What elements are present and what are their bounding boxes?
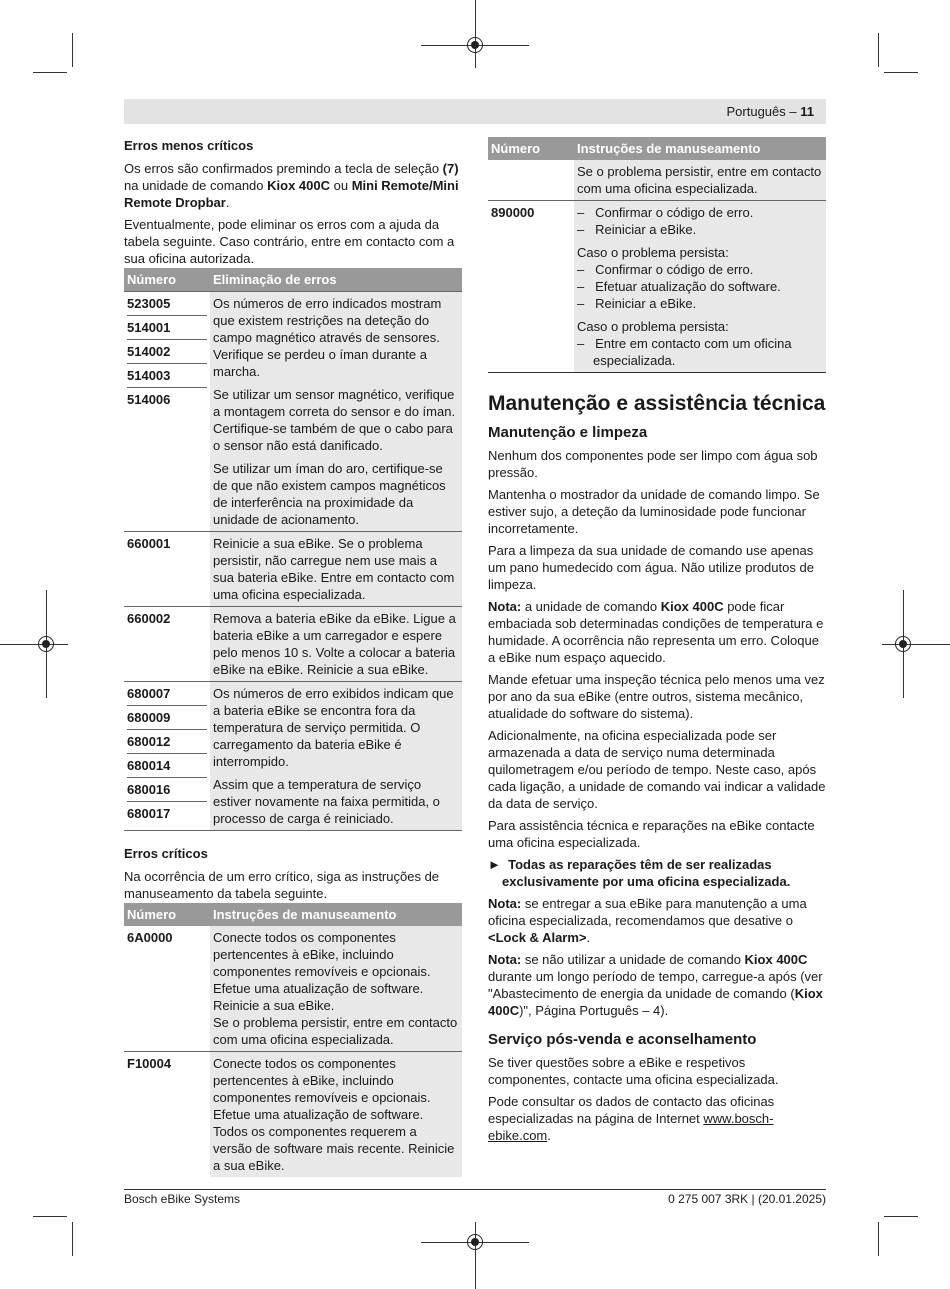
header-separator: – (789, 104, 797, 119)
error-code: 680007 (127, 682, 207, 706)
crop-mark (72, 1222, 73, 1256)
error-code: 680012 (127, 730, 207, 754)
error-code: 890000 (488, 201, 574, 373)
header-band (124, 99, 826, 124)
crop-mark (33, 1216, 67, 1217)
crop-mark (884, 1216, 918, 1217)
error-code: F10004 (124, 1052, 210, 1178)
registration-mark-icon (38, 636, 54, 652)
paragraph: Adicionalmente, na oficina especializada pode ser armazenada a data de serviço numa determinada quilometragem e/ou período de tempo. Neste caso, após cada ligação, a unidade de comando vai indicar a validade da data de serviço. (488, 728, 826, 811)
minor-errors-title: Erros menos críticos (124, 138, 254, 153)
error-code: 514003 (127, 364, 207, 388)
page-header (727, 104, 815, 119)
error-code: 680016 (127, 778, 207, 802)
footer-document-id: 0 275 007 3RK | (20.01.2025) (668, 1192, 826, 1206)
error-code-empty (488, 160, 574, 201)
column-header-number: Número (488, 137, 574, 160)
registration-mark-icon (895, 636, 911, 652)
table-row (124, 607, 462, 682)
crop-mark (878, 1222, 879, 1256)
left-column (124, 137, 462, 1177)
error-code: 6A0000 (127, 930, 173, 945)
table-row (124, 682, 462, 831)
service-title: Serviço pós-venda e aconselhamento (488, 1031, 757, 1048)
error-code: 680009 (127, 706, 207, 730)
critical-errors-paragraph: Na ocorrência de um erro crítico, siga as instruções de manuseamento da tabela seguinte. (124, 869, 440, 901)
error-code: 660002 (124, 607, 210, 682)
error-solution: Reinicie a sua eBike. Se o problema persistir, não carregue nem use mais a sua bateria eBike. Entre em contacto com uma oficina especializada. (210, 532, 462, 607)
header-language: Português (726, 104, 786, 119)
paragraph: Mande efetuar uma inspeção técnica pelo menos uma vez por ano da sua eBike (entre outros, sistema mecânico, atualidade do software do sistema). (488, 672, 825, 721)
crop-mark (884, 72, 918, 73)
table-row (488, 201, 826, 373)
error-code: 680017 (127, 806, 171, 821)
paragraph: Se tiver questões sobre a eBike e respetivos componentes, contacte uma oficina especializada. (488, 1055, 779, 1087)
note-paragraph: Nota: a unidade de comando Kiox 400C pode ficar embaciada sob determinadas condições de temperatura e humidade. A ocorrência não representa um erro. Coloque a eBike num espaço aquecido. (488, 599, 824, 665)
error-solution: Remova a bateria eBike da eBike. Ligue a bateria eBike a um carregador e espere pelo menos 10 s. Volte a colocar a bateria eBike na eBike. Reinicie a sua eBike. (210, 607, 462, 682)
error-solution: Conecte todos os componentes pertencentes à eBike, incluindo componentes removíveis e opcionais. Efetue uma atualização de software. Reinicie a sua eBike. Se o problema persistir, entre em contacto com uma oficina especializada. (210, 926, 462, 1052)
footer-rule (124, 1189, 826, 1190)
page-number: 11 (800, 104, 814, 119)
error-solution: Os números de erro indicados mostram que existem restrições na deteção do campo magnético através de sensores. Verifique se perdeu o íman durante a marcha. Se utilizar um sensor magnético, verifique a montagem correta do sensor e do íman. Certifique-se também de que o cabo para o sensor não está danificado. Se utilizar um íman do aro, certifique-se de que não existem campos magnéticos de interferência na proximidade da unidade de acionamento. (210, 292, 462, 532)
bullet-arrow-icon: ► (488, 857, 501, 872)
error-codes (124, 682, 210, 831)
paragraph: Para assistência técnica e reparações na eBike contacte uma oficina especializada. (488, 818, 815, 850)
error-solution: Os números de erro exibidos indicam que a bateria eBike se encontra fora da temperatura de serviço permitida. O carregamento da bateria eBike é interrompido. Assim que a temperatura de serviço estiver novamente na faixa permitida, o processo de carga é reiniciado. (210, 682, 462, 831)
minor-errors-paragraph: Os erros são confirmados premindo a tecla de seleção (7) na unidade de comando Kiox 400C ou Mini Remote/Mini Remote Dropbar. (124, 161, 459, 210)
error-solution: Se o problema persistir, entre em contacto com uma oficina especializada. (574, 160, 826, 201)
registration-mark-icon (467, 1234, 483, 1250)
registration-mark-icon (467, 37, 483, 53)
error-solution: Conecte todos os componentes pertencentes à eBike, incluindo componentes removíveis e opcionais. Efetue uma atualização de software. Todos os componentes requerem a versão de software mais recente. Reinicie a sua eBike. (210, 1052, 462, 1178)
table-row (124, 1052, 462, 1178)
footer-company: Bosch eBike Systems (124, 1192, 241, 1206)
error-code: 680014 (127, 754, 207, 778)
error-code: 514002 (127, 340, 207, 364)
warning-bullet: ► Todas as reparações têm de ser realizadas exclusivamente por uma oficina especializada. (488, 857, 791, 889)
error-code: 514006 (127, 392, 171, 407)
error-codes (124, 292, 210, 532)
minor-errors-paragraph-2: Eventualmente, pode eliminar os erros com a ajuda da tabela seguinte. Caso contrário, entre em contacto com a sua oficina autorizada. (124, 217, 455, 266)
error-code: 514001 (127, 316, 207, 340)
error-code: 523005 (127, 292, 207, 316)
cleaning-title: Manutenção e limpeza (488, 424, 648, 441)
note-paragraph: Nota: se não utilizar a unidade de comando Kiox 400C durante um longo período de tempo, carregue-a após (ver "Abastecimento de energia da unidade de comando (Kiox 400C)", Página Português – 4). (488, 952, 823, 1018)
crop-mark (475, 1222, 476, 1289)
crop-mark (878, 33, 879, 67)
crop-mark (72, 33, 73, 67)
paragraph: Nenhum dos componentes pode ser limpo com água sob pressão. (488, 448, 818, 480)
maintenance-title: Manutenção e assistência técnica (488, 392, 826, 415)
column-header-number: Número (124, 903, 210, 926)
paragraph: Para a limpeza da sua unidade de comando use apenas um pano humedecido com água. Não utilize produtos de limpeza. (488, 543, 814, 592)
crop-mark (882, 644, 950, 645)
error-solution: – Confirmar o código de erro. – Reiniciar a eBike. Caso o problema persista: – Confirmar o código de erro. – Efetuar atualização do software. – Reiniciar a eBike. Caso o problema persista: – Entre em contacto com um oficina especializada. (574, 201, 826, 373)
table-row (124, 926, 462, 1052)
crop-mark (33, 72, 67, 73)
crop-mark (0, 644, 68, 645)
column-header-number: Número (124, 268, 210, 292)
table-row (488, 160, 826, 201)
bosch-ebike-link[interactable]: www.bosch-ebike.com (488, 1111, 774, 1143)
right-column (488, 137, 826, 1149)
paragraph: Mantenha o mostrador da unidade de comando limpo. Se estiver sujo, a deteção da luminosidade pode funcionar incorretamente. (488, 487, 820, 536)
crop-mark (475, 0, 476, 68)
error-table-2 (124, 903, 462, 1177)
note-paragraph: Nota: se entregar a sua eBike para manutenção a uma oficina especializada, recomendamos que desative o <Lock & Alarm>. (488, 896, 807, 945)
paragraph: Pode consultar os dados de contacto das oficinas especializadas na página de Internet www.bosch-ebike.com. (488, 1094, 775, 1143)
table-row (124, 292, 462, 532)
column-header-action: Instruções de manuseamento (574, 137, 826, 160)
critical-errors-title: Erros críticos (124, 846, 208, 861)
error-table-1 (124, 268, 462, 831)
table-row (124, 532, 462, 607)
column-header-action: Instruções de manuseamento (210, 903, 462, 926)
error-table-3 (488, 137, 826, 373)
error-code: 660001 (124, 532, 210, 607)
column-header-action: Eliminação de erros (210, 268, 462, 292)
